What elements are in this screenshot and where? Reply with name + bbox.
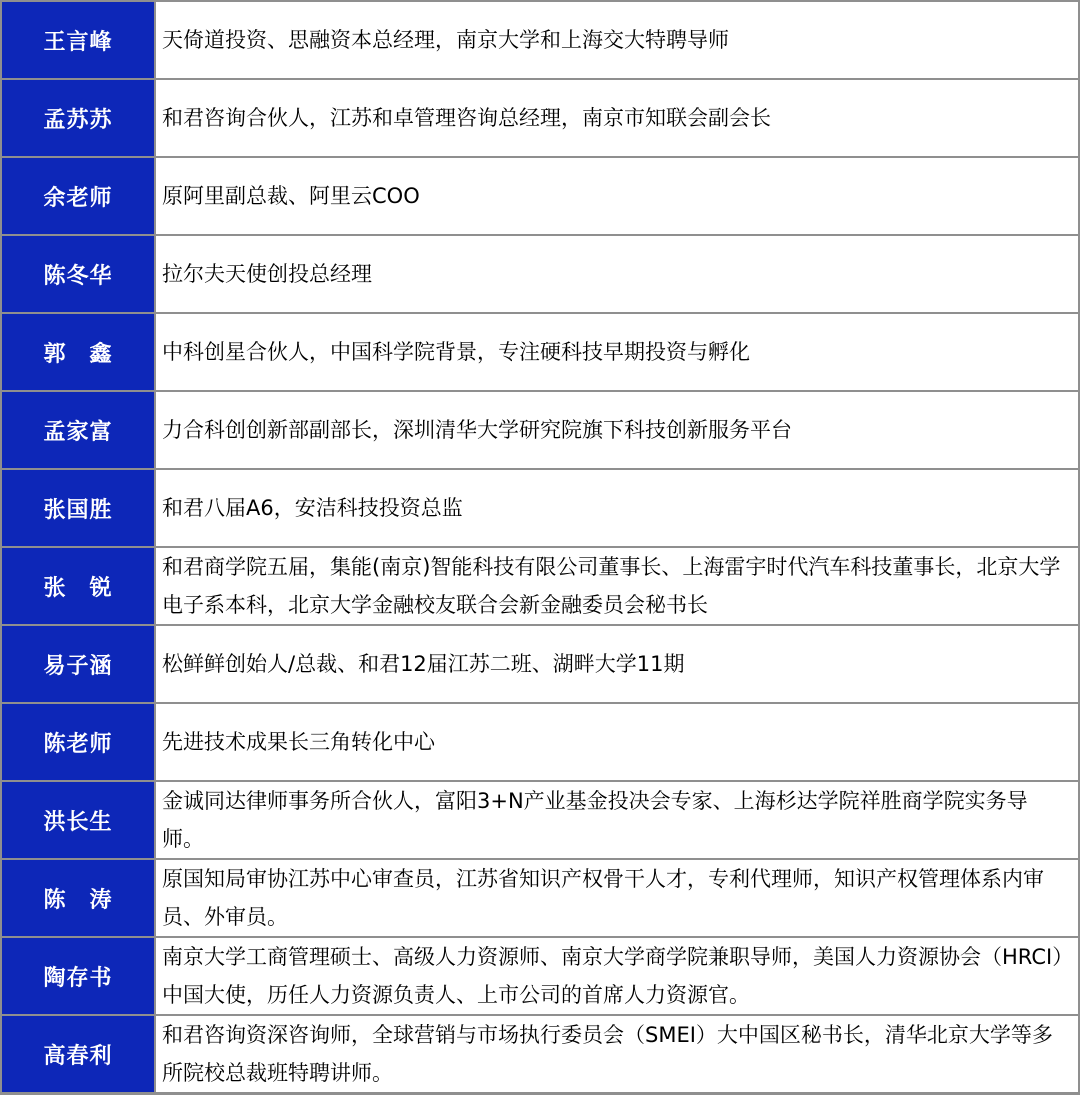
mentor-description: 松鲜鲜创始人/总裁、和君12届江苏二班、湖畔大学11期	[162, 652, 685, 676]
mentor-description: 和君八届A6，安洁科技投资总监	[162, 496, 463, 520]
mentor-description: 和君咨询资深咨询师，全球营销与市场执行委员会（SMEI）大中国区秘书长，清华北京大学等多所院校总裁班特聘讲师。	[162, 1023, 1053, 1085]
table-row	[0, 392, 1080, 468]
table-row	[0, 548, 1080, 624]
mentor-description: 和君咨询合伙人，江苏和卓管理咨询总经理，南京市知联会副会长	[162, 106, 771, 130]
mentor-description: 金诚同达律师事务所合伙人，富阳3+N产业基金投决会专家、上海杉达学院祥胜商学院实务导师。	[162, 789, 1028, 851]
mentor-description: 拉尔夫天使创投总经理	[162, 262, 372, 286]
mentor-name: 陈冬华	[2, 236, 154, 312]
mentor-description: 原阿里副总裁、阿里云COO	[162, 184, 420, 208]
table-row	[0, 1016, 1080, 1092]
table-row	[0, 938, 1080, 1014]
mentor-description-cell	[156, 158, 1078, 234]
table-row	[0, 2, 1080, 78]
mentor-name: 王言峰	[2, 2, 154, 78]
table-row	[0, 314, 1080, 390]
mentor-name: 陈老师	[2, 704, 154, 780]
table-row	[0, 236, 1080, 312]
mentor-name: 孟苏苏	[2, 80, 154, 156]
mentor-description-cell	[156, 704, 1078, 780]
mentor-description: 力合科创创新部副部长，深圳清华大学研究院旗下科技创新服务平台	[162, 418, 792, 442]
mentor-description-cell	[156, 548, 1078, 624]
mentor-description: 天倚道投资、思融资本总经理，南京大学和上海交大特聘导师	[162, 28, 729, 52]
table-row	[0, 704, 1080, 780]
mentor-name: 易子涵	[2, 626, 154, 702]
mentor-name: 张国胜	[2, 470, 154, 546]
table-row	[0, 80, 1080, 156]
mentor-description: 先进技术成果长三角转化中心	[162, 730, 435, 754]
mentor-description-cell	[156, 1016, 1078, 1092]
mentor-description-cell	[156, 938, 1078, 1014]
mentor-name: 郭 鑫	[2, 314, 154, 390]
table-row	[0, 158, 1080, 234]
mentor-name: 陶存书	[2, 938, 154, 1014]
mentor-description: 南京大学工商管理硕士、高级人力资源师、南京大学商学院兼职导师，美国人力资源协会（HRCI）中国大使，历任人力资源负责人、上市公司的首席人力资源官。	[162, 945, 1063, 1007]
mentor-description: 原国知局审协江苏中心审查员，江苏省知识产权骨干人才，专利代理师，知识产权管理体系内审员、外审员。	[162, 867, 1044, 929]
table-row	[0, 626, 1080, 702]
table-row	[0, 782, 1080, 858]
mentor-description-cell	[156, 80, 1078, 156]
mentor-name: 余老师	[2, 158, 154, 234]
mentor-name: 洪长生	[2, 782, 154, 858]
mentor-name: 陈 涛	[2, 860, 154, 936]
mentor-description: 中科创星合伙人，中国科学院背景，专注硬科技早期投资与孵化	[162, 340, 750, 364]
mentor-description-cell	[156, 314, 1078, 390]
mentor-description-cell	[156, 2, 1078, 78]
mentor-description-cell	[156, 782, 1078, 858]
mentor-description-cell	[156, 470, 1078, 546]
table-row	[0, 860, 1080, 936]
mentor-description: 和君商学院五届，集能(南京)智能科技有限公司董事长、上海雷宇时代汽车科技董事长，北京大学电子系本科，北京大学金融校友联合会新金融委员会秘书长	[162, 555, 1061, 617]
mentor-description-cell	[156, 860, 1078, 936]
table-row	[0, 470, 1080, 546]
mentor-name: 张 锐	[2, 548, 154, 624]
mentor-name: 孟家富	[2, 392, 154, 468]
mentor-description-cell	[156, 236, 1078, 312]
mentor-description-cell	[156, 392, 1078, 468]
mentor-name: 高春利	[2, 1016, 154, 1092]
mentor-description-cell	[156, 626, 1078, 702]
